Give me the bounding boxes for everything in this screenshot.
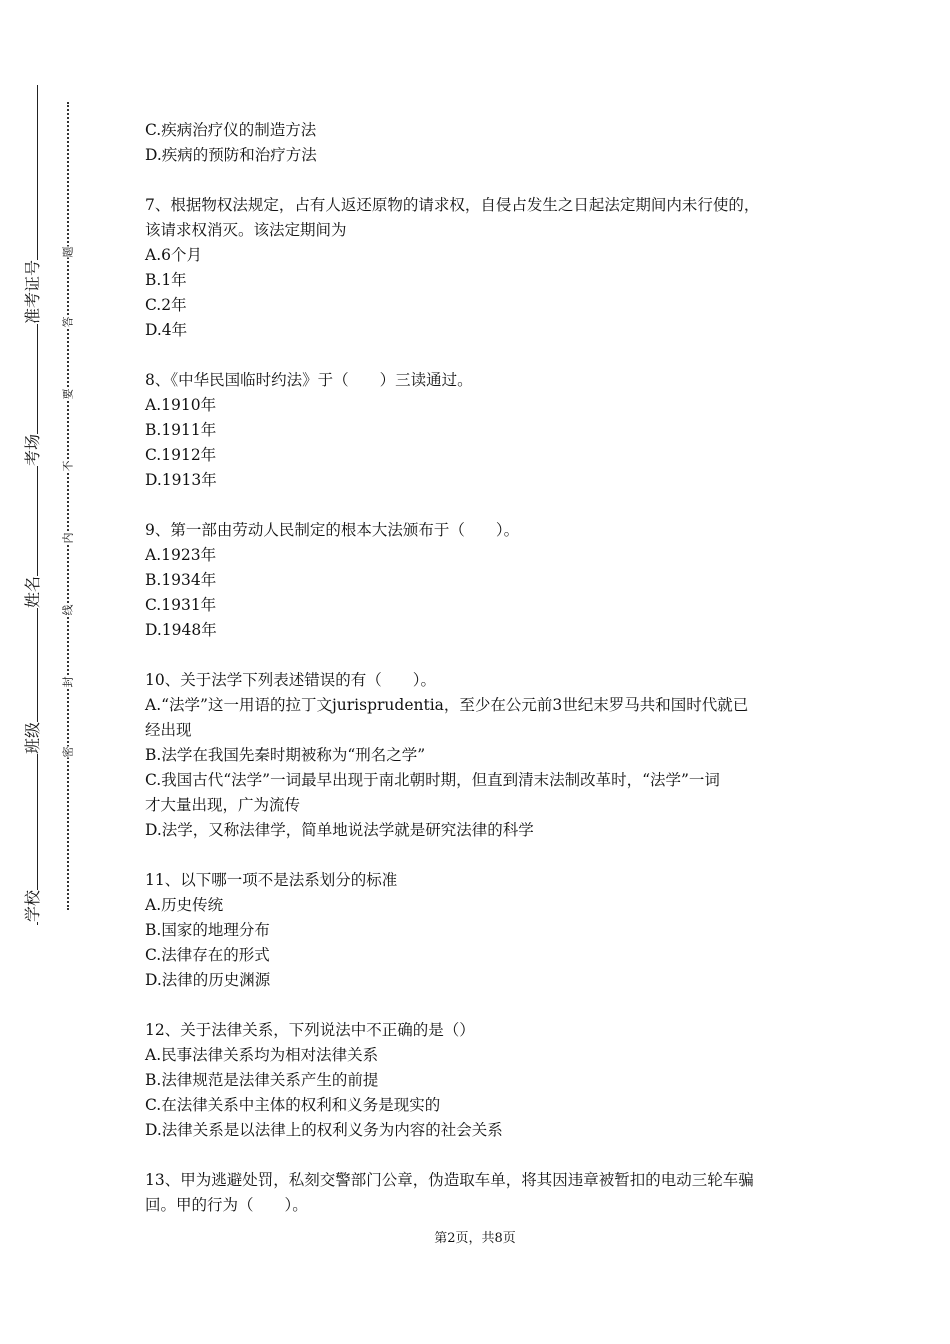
option: C.法律存在的形式 bbox=[145, 946, 270, 964]
question-list bbox=[145, 118, 805, 1243]
option: A.1910年 bbox=[145, 396, 217, 414]
option: D.1948年 bbox=[145, 621, 217, 639]
question-stem: 10、关于法学下列表述错误的有（ ）。 bbox=[145, 671, 436, 689]
option: C.在法律关系中主体的权利和义务是现实的 bbox=[145, 1096, 441, 1114]
question-stem: 8、《中华民国临时约法》于（ ）三读通过。 bbox=[145, 371, 473, 389]
option: D.法律的历史渊源 bbox=[145, 971, 271, 989]
option: B.法学在我国先秦时期被称为“刑名之学” bbox=[145, 746, 426, 764]
option: B.1911年 bbox=[145, 421, 217, 439]
binding-dotted-line bbox=[67, 102, 69, 910]
option: A.民事法律关系均为相对法律关系 bbox=[145, 1046, 379, 1064]
option: 经出现 bbox=[145, 721, 192, 739]
seal-char: 线 bbox=[61, 604, 75, 616]
field-label-exam-number: 准考证号 bbox=[23, 259, 42, 325]
option: C.疾病治疗仪的制造方法 bbox=[145, 121, 317, 139]
question-11 bbox=[145, 868, 805, 993]
option: A.“法学”这一用语的拉丁文jurisprudentia，至少在公元前3世纪末罗马共和国时代就已 bbox=[145, 696, 749, 714]
question-6-continued bbox=[145, 118, 805, 168]
question-7 bbox=[145, 193, 805, 343]
seal-char: 要 bbox=[61, 388, 75, 400]
option: D.4年 bbox=[145, 321, 188, 339]
question-10 bbox=[145, 668, 805, 843]
option: C.我国古代“法学”一词最早出现于南北朝时期，但直到清末法制改革时，“法学”一词 bbox=[145, 771, 720, 789]
question-stem: 11、以下哪一项不是法系划分的标准 bbox=[145, 871, 398, 889]
seal-char: 封 bbox=[61, 676, 75, 688]
binding-solid-line bbox=[37, 85, 38, 925]
question-stem: 13、甲为逃避处罚，私刻交警部门公章，伪造取车单，将其因违章被暂扣的电动三轮车骗 bbox=[145, 1171, 754, 1189]
question-13 bbox=[145, 1168, 805, 1218]
field-label-class: 班级 bbox=[23, 721, 42, 755]
option: A.1923年 bbox=[145, 546, 217, 564]
binding-strip bbox=[0, 0, 100, 1344]
option: B.1934年 bbox=[145, 571, 217, 589]
option: B.法律规范是法律关系产生的前提 bbox=[145, 1071, 379, 1089]
seal-char: 不 bbox=[61, 460, 75, 472]
option: A.6个月 bbox=[145, 246, 202, 264]
field-label-name: 姓名 bbox=[23, 575, 42, 609]
seal-char: 题 bbox=[61, 246, 75, 258]
field-label-school: 学校 bbox=[23, 889, 42, 923]
option: 才大量出现，广为流传 bbox=[145, 796, 301, 814]
question-stem: 该请求权消灭。该法定期间为 bbox=[145, 221, 347, 239]
option: C.2年 bbox=[145, 296, 187, 314]
option: C.1912年 bbox=[145, 446, 217, 464]
option: D.疾病的预防和治疗方法 bbox=[145, 146, 317, 164]
option: A.历史传统 bbox=[145, 896, 224, 914]
question-12 bbox=[145, 1018, 805, 1143]
option: B.国家的地理分布 bbox=[145, 921, 270, 939]
question-8 bbox=[145, 368, 805, 493]
seal-char: 内 bbox=[61, 532, 75, 544]
option: B.1年 bbox=[145, 271, 187, 289]
question-9 bbox=[145, 518, 805, 643]
question-stem: 7、根据物权法规定，占有人返还原物的请求权，自侵占发生之日起法定期间内未行使的， bbox=[145, 196, 760, 214]
question-stem: 回。甲的行为（ ）。 bbox=[145, 1196, 308, 1214]
field-label-exam-room: 考场 bbox=[23, 433, 42, 467]
option: D.法学，又称法律学，简单地说法学就是研究法律的科学 bbox=[145, 821, 534, 839]
page-footer: 第2页，共8页 bbox=[434, 1231, 516, 1246]
option: D.1913年 bbox=[145, 471, 217, 489]
seal-char: 密 bbox=[61, 746, 75, 758]
option: C.1931年 bbox=[145, 596, 217, 614]
question-stem: 9、第一部由劳动人民制定的根本大法颁布于（ ）。 bbox=[145, 521, 520, 539]
seal-char: 答 bbox=[61, 316, 75, 328]
question-stem: 12、关于法律关系，下列说法中不正确的是（） bbox=[145, 1021, 475, 1039]
option: D.法律关系是以法律上的权利义务为内容的社会关系 bbox=[145, 1121, 503, 1139]
